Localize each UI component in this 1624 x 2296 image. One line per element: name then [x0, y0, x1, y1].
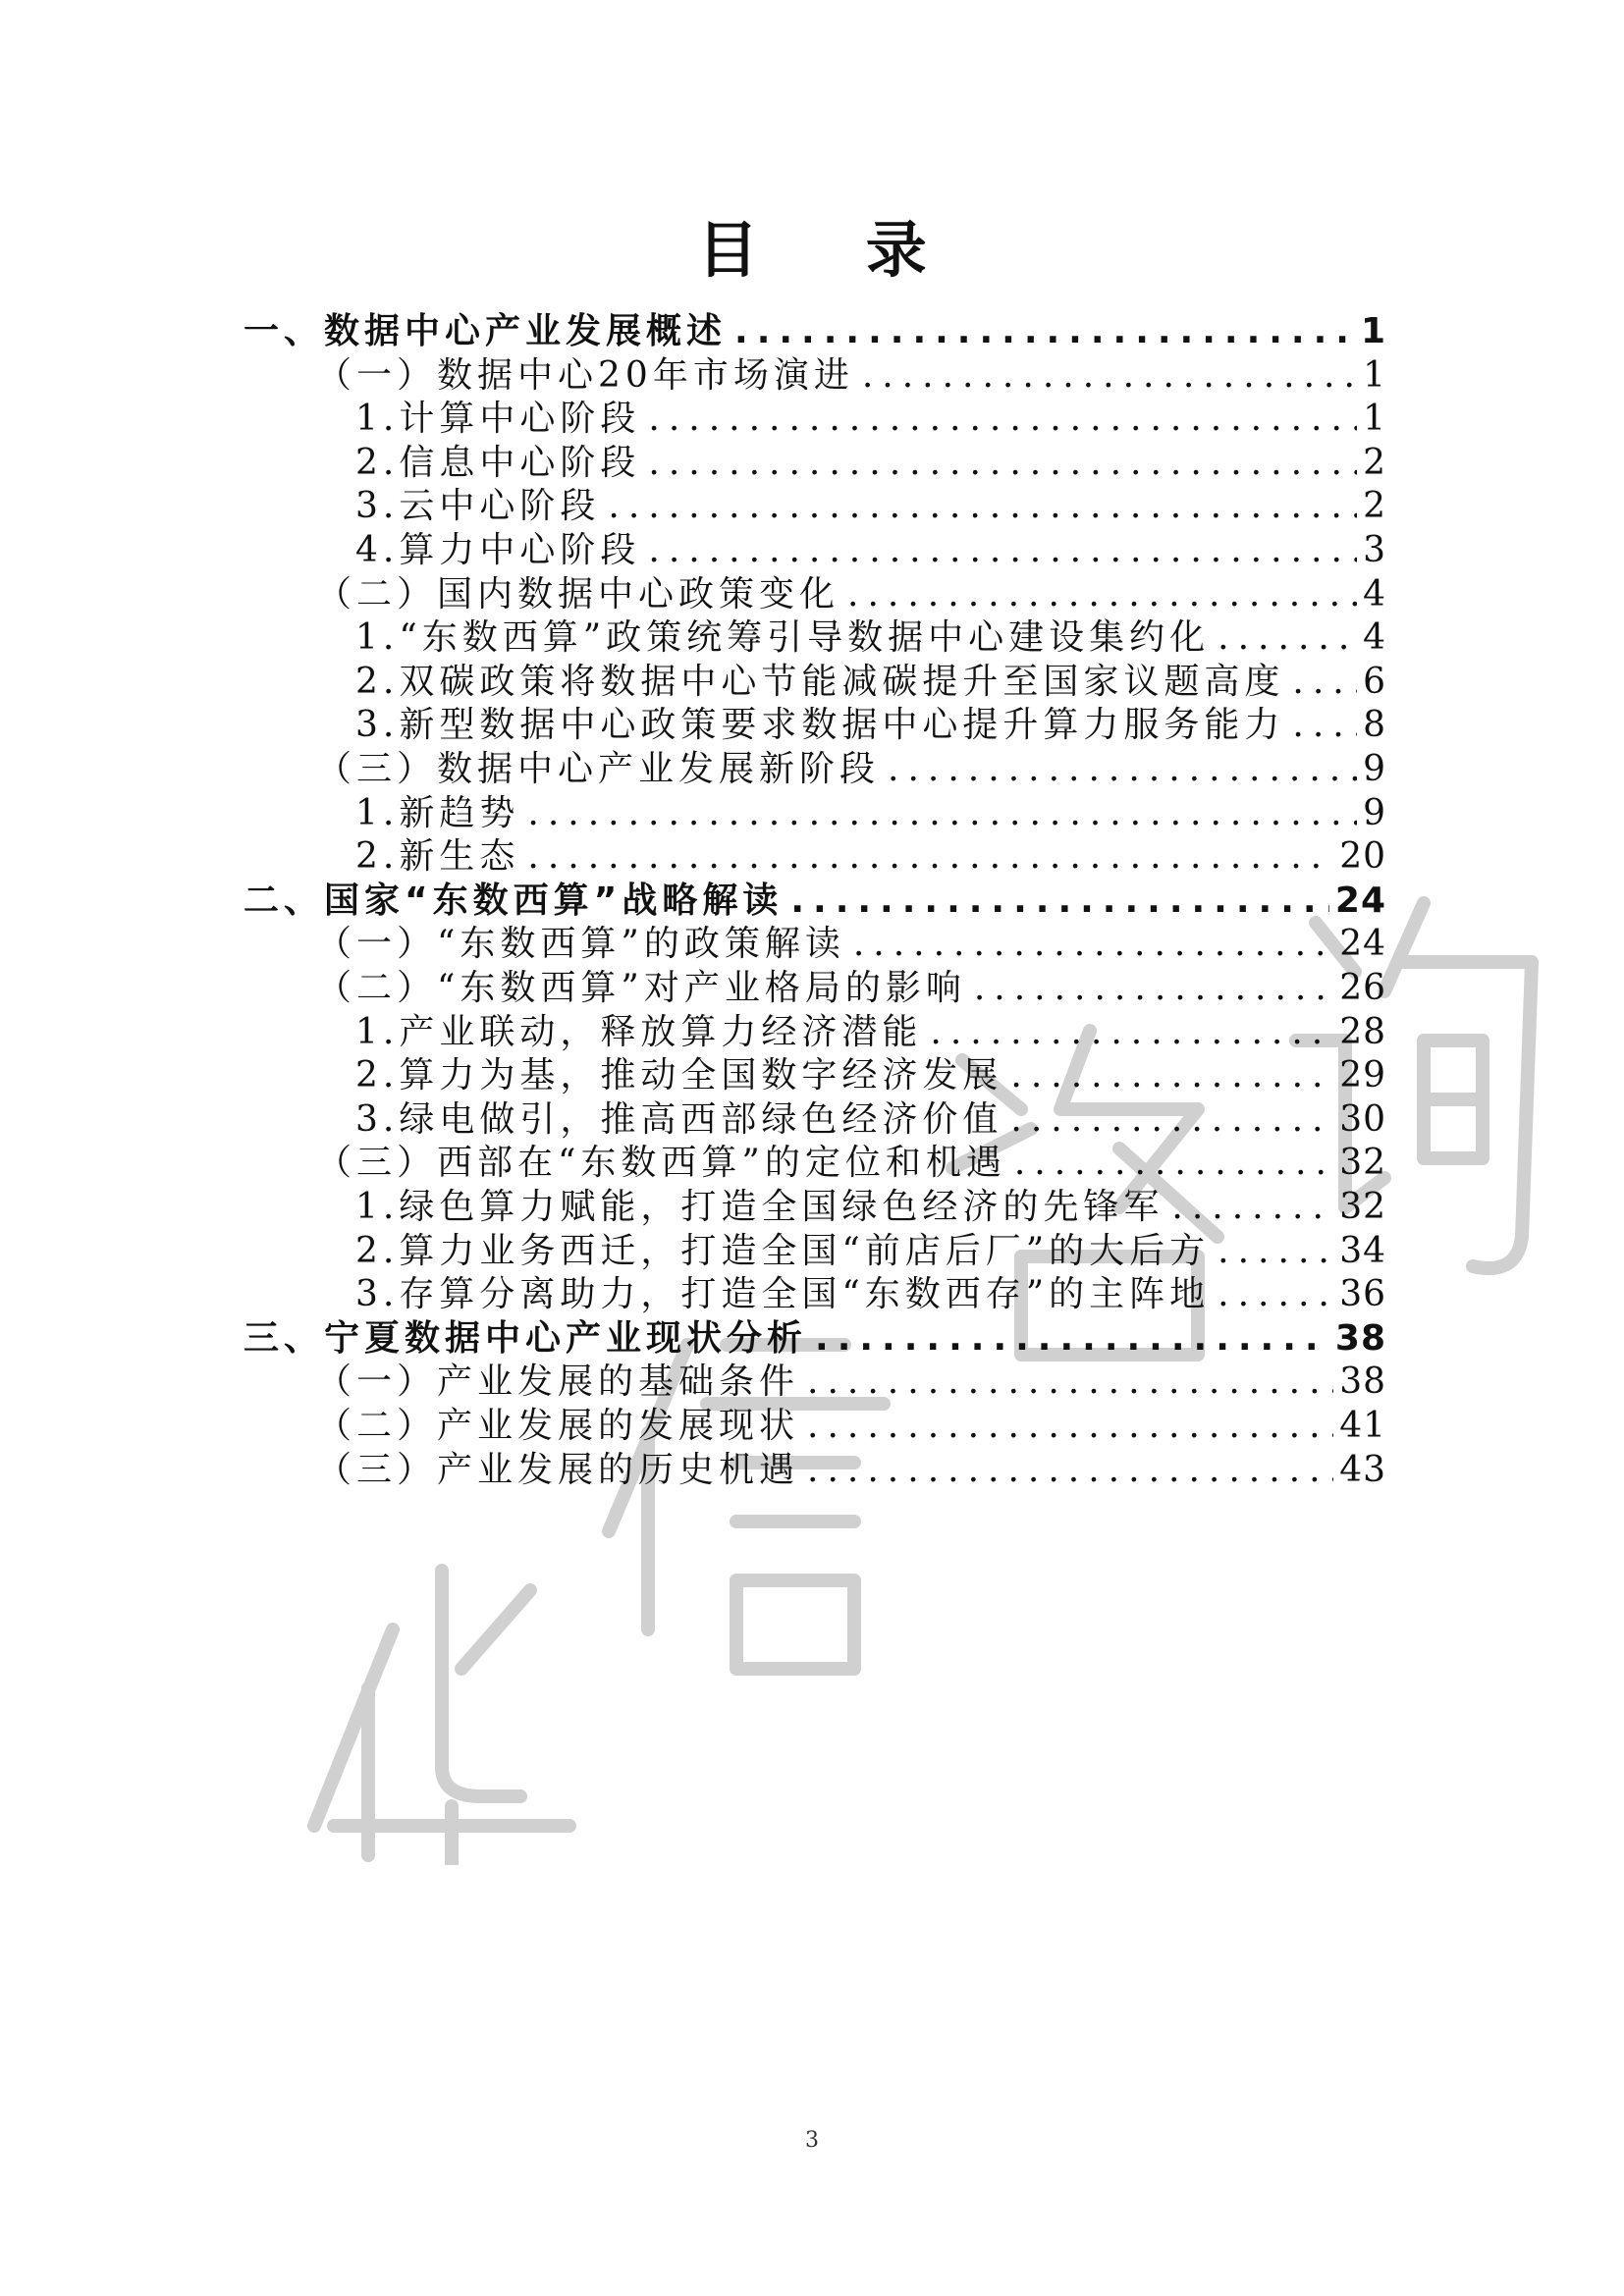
toc-entry[interactable]: [316, 1443, 1386, 1498]
toc-entry-number: （二）: [316, 573, 438, 614]
toc-entry-title: “东数西算”对产业格局的影响: [437, 968, 966, 1008]
toc-dot-leader: [807, 1443, 1333, 1498]
toc-entry-page: 3: [1363, 530, 1386, 570]
toc-entry-number: 三、: [244, 1317, 325, 1359]
toc-entry-number: （三）: [316, 749, 438, 789]
toc-entry-title: 新趋势: [399, 792, 520, 833]
toc-entry-page: 29: [1339, 1055, 1386, 1096]
toc-entry-page: 20: [1339, 836, 1386, 878]
toc-entry-number: （一）: [316, 354, 438, 396]
toc-entry-page: 1: [1360, 311, 1386, 351]
toc-entry-number: （一）: [316, 1362, 438, 1403]
toc-entry-title: “东数西算”的政策解读: [437, 924, 845, 965]
toc-entry-page: 9: [1363, 792, 1386, 833]
toc-entry-title: 存算分离助力，打造全国“东数西存”的主阵地: [399, 1274, 1211, 1315]
toc-entry-title: 算力业务西迁，打造全国“前店后厂”的大后方: [399, 1230, 1211, 1271]
toc-entry-title: “东数西算”政策统筹引导数据中心建设集约化: [399, 617, 1211, 659]
toc-entry-number: 2.: [355, 836, 400, 878]
toc-entry-number: 二、: [244, 880, 325, 921]
page-number: 3: [805, 2128, 819, 2153]
toc-entry-page: 43: [1339, 1449, 1386, 1490]
toc-entry-number: （一）: [316, 924, 438, 965]
toc-entry-title: 产业发展的发展现状: [437, 1406, 800, 1446]
toc-entry-page: 24: [1339, 924, 1386, 965]
toc-entry-number: 3.: [355, 486, 400, 527]
toc-entry-page: 38: [1339, 1362, 1386, 1403]
toc-entry-title: 信息中心阶段: [399, 442, 641, 483]
toc-entry-number: 3.: [355, 1274, 400, 1315]
toc-entry-page: 4: [1363, 573, 1386, 614]
toc-entry-title: 产业发展的历史机遇: [437, 1449, 800, 1490]
toc-entry-title: 双碳政策将数据中心节能减碳提升至国家议题高度: [399, 661, 1285, 702]
toc-entry-number: （二）: [316, 968, 438, 1008]
toc-entry-title: 宁夏数据中心产业现状分析: [324, 1317, 808, 1359]
toc-entry-title: 新型数据中心政策要求数据中心提升算力服务能力: [399, 705, 1285, 746]
toc-entry-title: 算力为基，推动全国数字经济发展: [399, 1055, 1003, 1096]
toc-entry-number: 1.: [355, 792, 400, 833]
toc-entry-number: 1.: [355, 1187, 400, 1227]
toc-entry-title: 国家“东数西算”战略解读: [324, 880, 784, 921]
toc-entry-number: 1.: [355, 1011, 400, 1052]
toc-entry-title: 数据中心20年市场演进: [437, 354, 854, 396]
toc-entry-title: 绿色算力赋能，打造全国绿色经济的先锋军: [399, 1187, 1164, 1227]
toc-entry-title: 数据中心产业发展新阶段: [437, 749, 881, 789]
toc-entry-page: 2: [1363, 442, 1386, 483]
toc-entry-page: 34: [1339, 1230, 1386, 1271]
toc-entry-title: 数据中心产业发展概述: [324, 311, 728, 351]
toc-entry-page: 38: [1334, 1317, 1386, 1359]
toc-entry-number: 2.: [355, 1055, 400, 1096]
toc-entry-page: 32: [1339, 1187, 1386, 1227]
toc-entry-title: 新生态: [399, 836, 520, 878]
toc-entry-page: 26: [1339, 968, 1386, 1008]
toc-entry-page: 2: [1363, 486, 1386, 527]
toc-entry-number: 3.: [355, 1098, 400, 1140]
toc-entry-number: 1.: [355, 399, 400, 440]
toc-entry-page: 28: [1339, 1011, 1386, 1052]
toc-entry-title: 国内数据中心政策变化: [437, 573, 840, 614]
toc-entry-page: 41: [1339, 1406, 1386, 1446]
toc-entry-number: 3.: [355, 705, 400, 746]
toc-entry-page: 9: [1363, 749, 1386, 789]
toc-entry-title: 计算中心阶段: [399, 399, 641, 440]
toc-entry-number: 2.: [355, 442, 400, 483]
toc-entry-title: 云中心阶段: [399, 486, 601, 527]
toc-entry-number: 一、: [244, 311, 325, 351]
toc-entry-page: 36: [1339, 1274, 1386, 1315]
toc-entry-page: 24: [1334, 880, 1386, 921]
toc-entry-page: 1: [1363, 354, 1386, 396]
toc-entry-title: 产业发展的基础条件: [437, 1362, 800, 1403]
toc-entry-number: 2.: [355, 661, 400, 702]
toc-entry-number: 1.: [355, 617, 400, 659]
page-title: 目 录: [697, 214, 970, 286]
toc-entry-title: 绿电做引，推高西部绿色经济价值: [399, 1098, 1003, 1140]
toc-entry-page: 32: [1339, 1143, 1386, 1184]
toc-entry-page: 6: [1363, 661, 1386, 702]
toc-entry-title: 算力中心阶段: [399, 530, 641, 570]
toc-entry-number: 2.: [355, 1230, 400, 1271]
toc-entry-page: 4: [1363, 617, 1386, 659]
toc-entry-number: （三）: [316, 1143, 438, 1184]
toc-entry-page: 1: [1363, 399, 1386, 440]
toc-entry-number: （三）: [316, 1449, 438, 1490]
toc-entry-page: 30: [1339, 1098, 1386, 1140]
toc-entry-number: 4.: [355, 530, 400, 570]
toc-entry-number: （二）: [316, 1406, 438, 1446]
toc-entry-title: 西部在“东数西算”的定位和机遇: [437, 1143, 1006, 1184]
toc-entry-page: 8: [1363, 705, 1386, 746]
toc-entry-title: 产业联动，释放算力经济潜能: [399, 1011, 923, 1052]
